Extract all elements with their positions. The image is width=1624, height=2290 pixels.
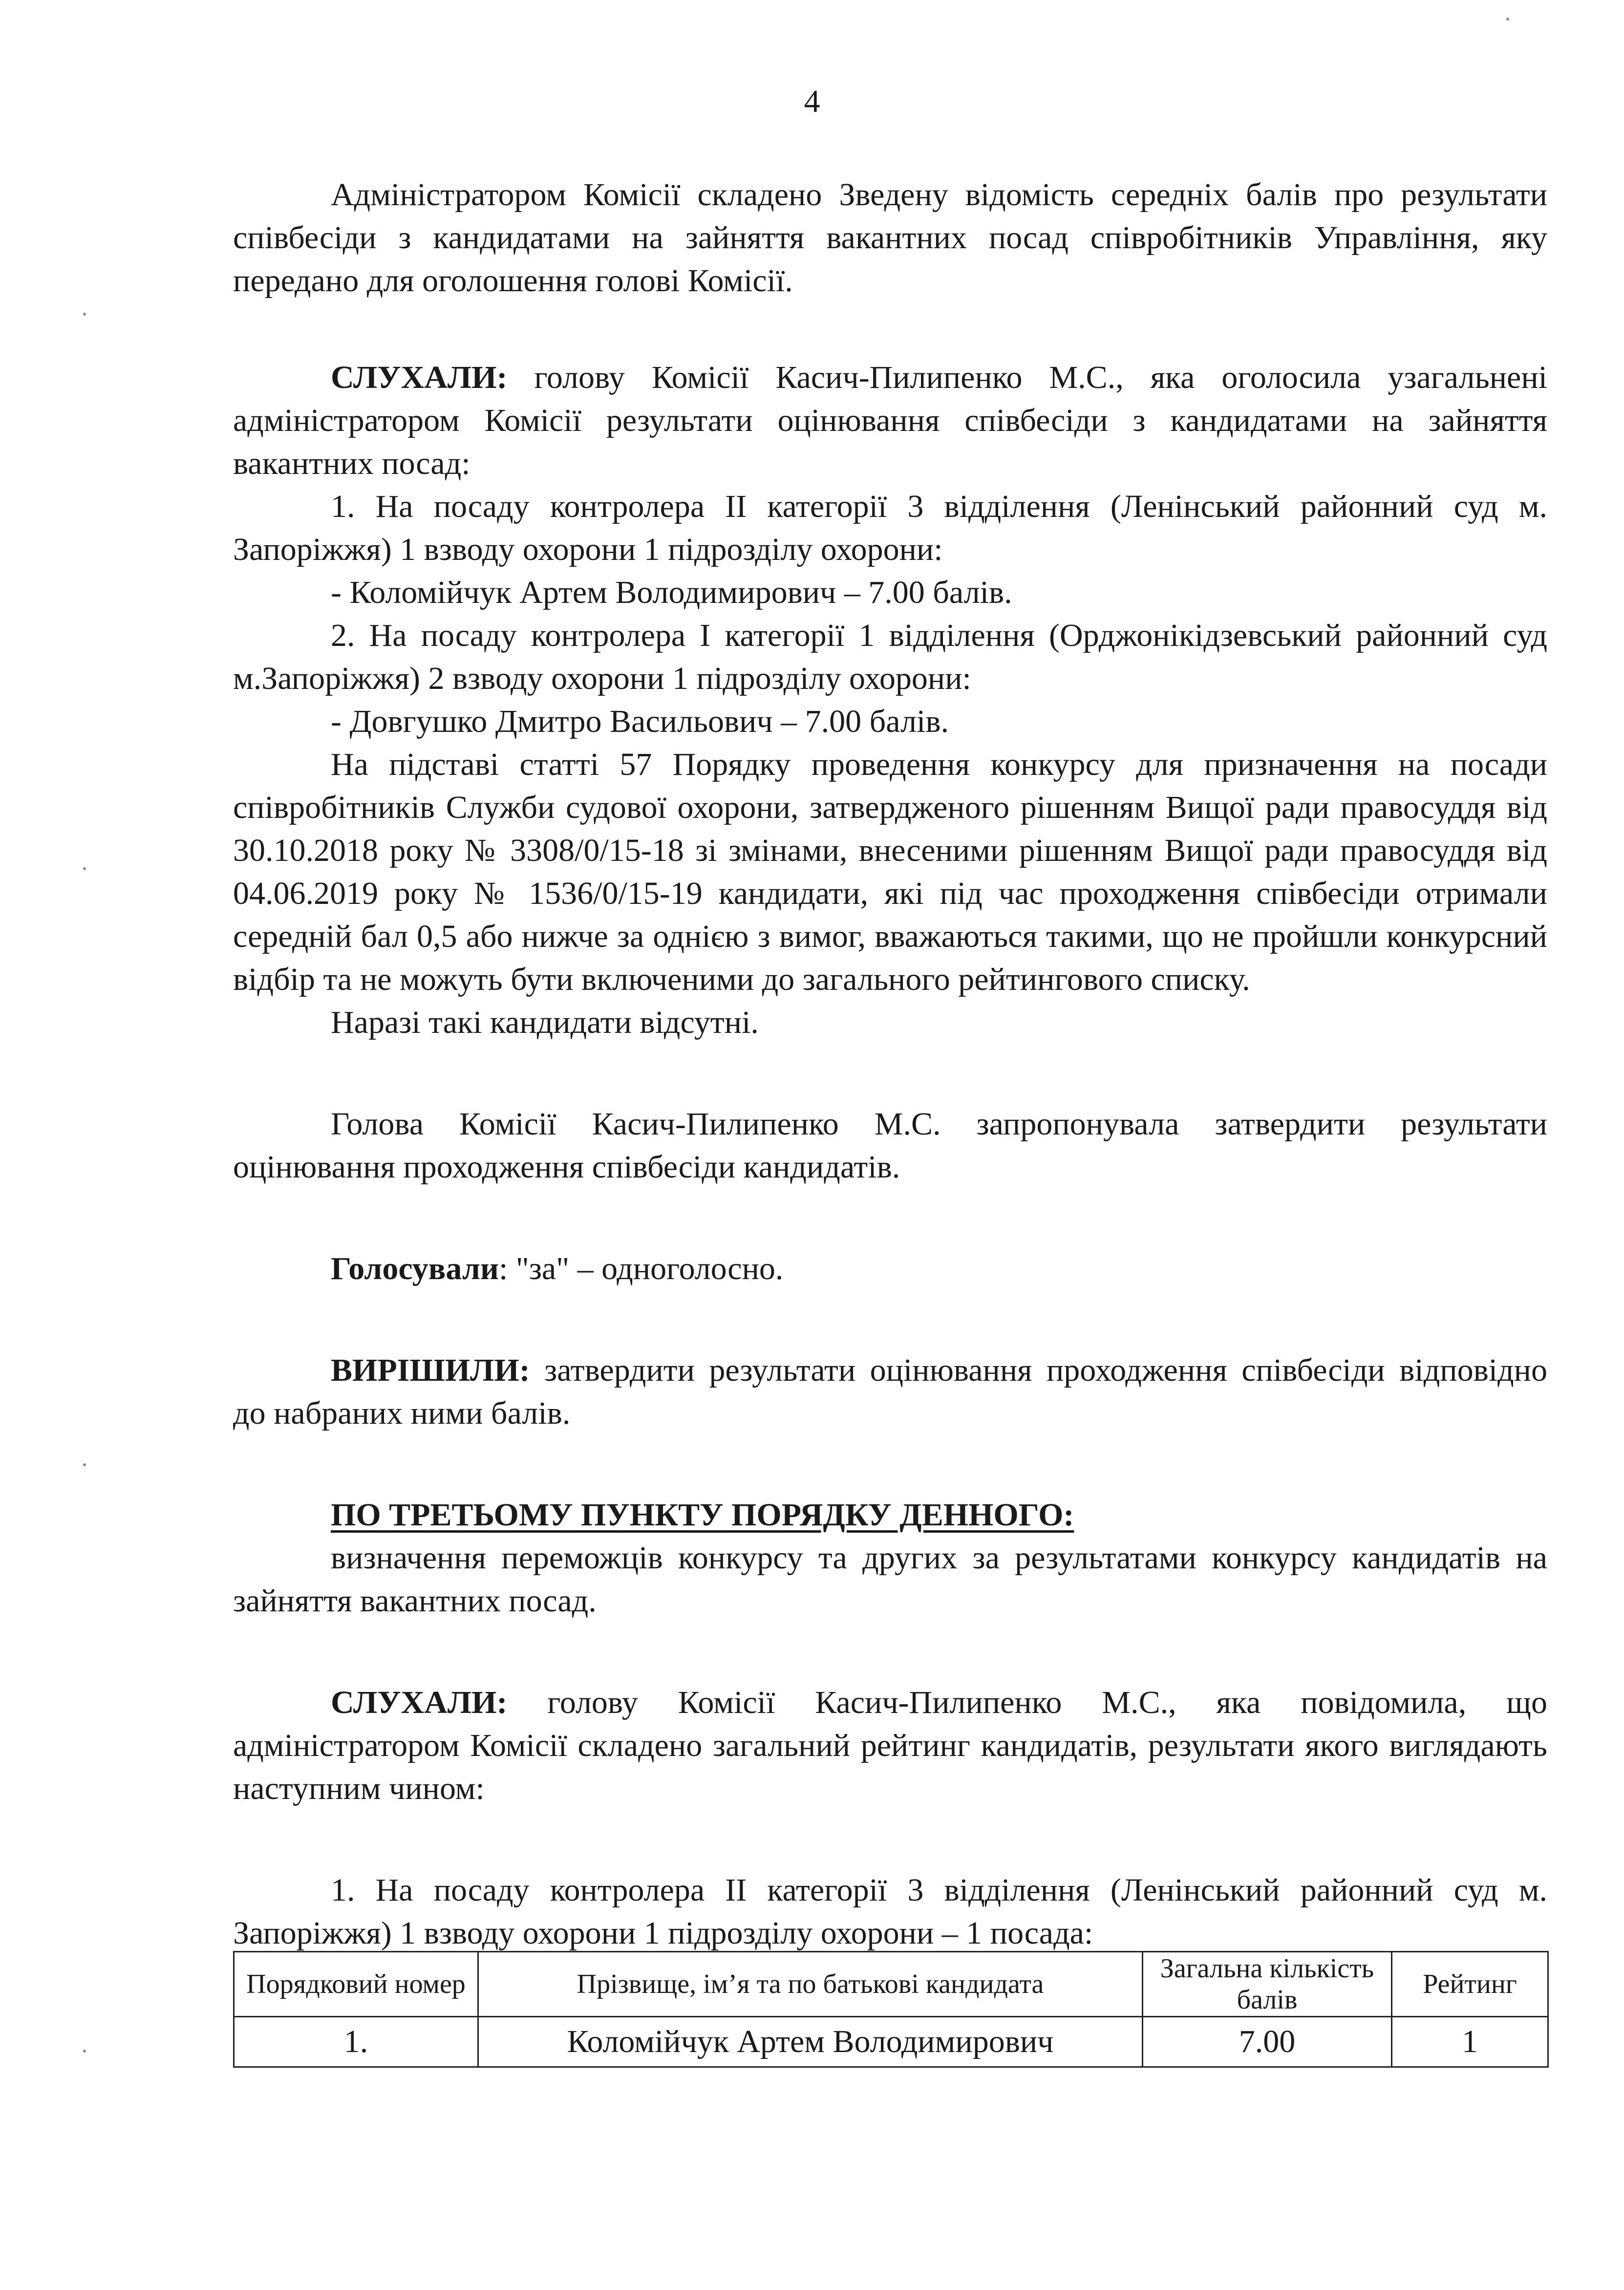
rating-table: [233, 1951, 1549, 2068]
heard-text: голову Комісії Касич-Пилипенко М.С., яка оголосила узагальнені адміністратором Комісії результати оцінювання співбесіди з кандидатами на зайняття вакантних посад:: [233, 360, 1547, 481]
header-score: Загальна кількість балів: [1143, 1952, 1392, 2017]
paragraph-vote: [233, 1247, 1547, 1290]
paragraph-proposal: Голова Комісії Касич-Пилипенко М.С. запропонувала затвердити результати оцінювання проходження співбесіди кандидатів.: [233, 1106, 1547, 1185]
document-body: [233, 173, 1547, 1955]
paragraph-heard-2: [233, 1681, 1547, 1810]
heard-label-2: СЛУХАЛИ:: [331, 1685, 508, 1720]
third-heading: ПО ТРЕТЬОМУ ПУНКТУ ПОРЯДКУ ДЕННОГО:: [331, 1497, 1074, 1533]
section-heading-third: [233, 1494, 1547, 1537]
table-row: [234, 2017, 1548, 2067]
scan-speck: [83, 313, 86, 316]
header-rating: Рейтинг: [1392, 1952, 1548, 2017]
heard-label: СЛУХАЛИ:: [331, 360, 508, 395]
paragraph-decided: [233, 1349, 1547, 1435]
paragraph-basis: На підставі статті 57 Порядку проведення конкурсу для призначення на посади співробітників Служби судової охорони, затвердженого рішенням Вищої ради правосуддя від 30.10.2018 року № 3308/0/15-18 зі змінами, внесеними рішенням Вищої ради правосуддя від 04.06.2019 року № 1536/0/15-19 кандидати, які під час проходження співбесіди отримали середній бал 0,5 або нижче за однією з вимог, вважаються такими, що не пройшли конкурсний відбір та не можуть бути включеними до загального рейтингового списку.: [233, 747, 1547, 997]
paragraph-heard-1: [233, 356, 1547, 485]
scan-speck: [83, 2050, 86, 2053]
paragraph-position-1: 1. На посаду контролера ІІ категорії 3 відділення (Ленінський районний суд м. Запоріжжя) 1 взводу охорони 1 підрозділу охорони – 1 посада:: [233, 1872, 1547, 1951]
paragraph-absent: Наразі такі кандидати відсутні.: [331, 1005, 759, 1040]
scan-speck: [83, 1463, 86, 1466]
paragraph-summary: Адміністратором Комісії складено Зведену відомість середніх балів про результати співбесіди з кандидатами на зайняття вакантних посад співробітників Управління, яку передано для оголошення голові Комісії.: [233, 177, 1547, 299]
vote-label: Голосували: [331, 1251, 499, 1286]
scan-speck: [83, 867, 86, 870]
list-item-1-candidate: - Коломійчук Артем Володимирович – 7.00 балів.: [331, 575, 1012, 610]
decided-text: затвердити результати оцінювання проходження співбесіди відповідно до набраних ними балів.: [233, 1352, 1547, 1431]
list-item-2: 2. На посаду контролера І категорії 1 відділення (Орджонікідзевський районний суд м.Запоріжжя) 2 взводу охорони 1 підрозділу охорони:: [233, 618, 1547, 696]
header-number: Порядковий номер: [234, 1952, 478, 2017]
page-number: 4: [804, 84, 820, 119]
list-item-2-candidate: - Довгушко Дмитро Васильович – 7.00 балів.: [331, 704, 949, 739]
decided-label: ВИРІШИЛИ:: [331, 1352, 530, 1388]
cell-name: Коломійчук Артем Володимирович: [478, 2017, 1143, 2067]
heard-text-2: голову Комісії Касич-Пилипенко М.С., яка повідомила, що адміністратором Комісії складено загальний рейтинг кандидатів, результати якого виглядають наступним чином:: [233, 1685, 1547, 1806]
table-header-row: [234, 1952, 1548, 2017]
paragraph-third-text: визначення переможців конкурсу та других за результатами конкурсу кандидатів на зайняття вакантних посад.: [233, 1540, 1547, 1619]
vote-text: : "за" – одноголосно.: [499, 1251, 784, 1286]
cell-rating: 1: [1392, 2017, 1548, 2067]
cell-number: 1.: [234, 2017, 478, 2067]
list-item-1: 1. На посаду контролера ІІ категорії 3 відділення (Ленінський районний суд м. Запоріжжя) 1 взводу охорони 1 підрозділу охорони:: [233, 489, 1547, 567]
cell-score: 7.00: [1143, 2017, 1392, 2067]
scan-speck: [1506, 18, 1509, 21]
header-name: Прізвище, ім’я та по батькові кандидата: [478, 1952, 1143, 2017]
